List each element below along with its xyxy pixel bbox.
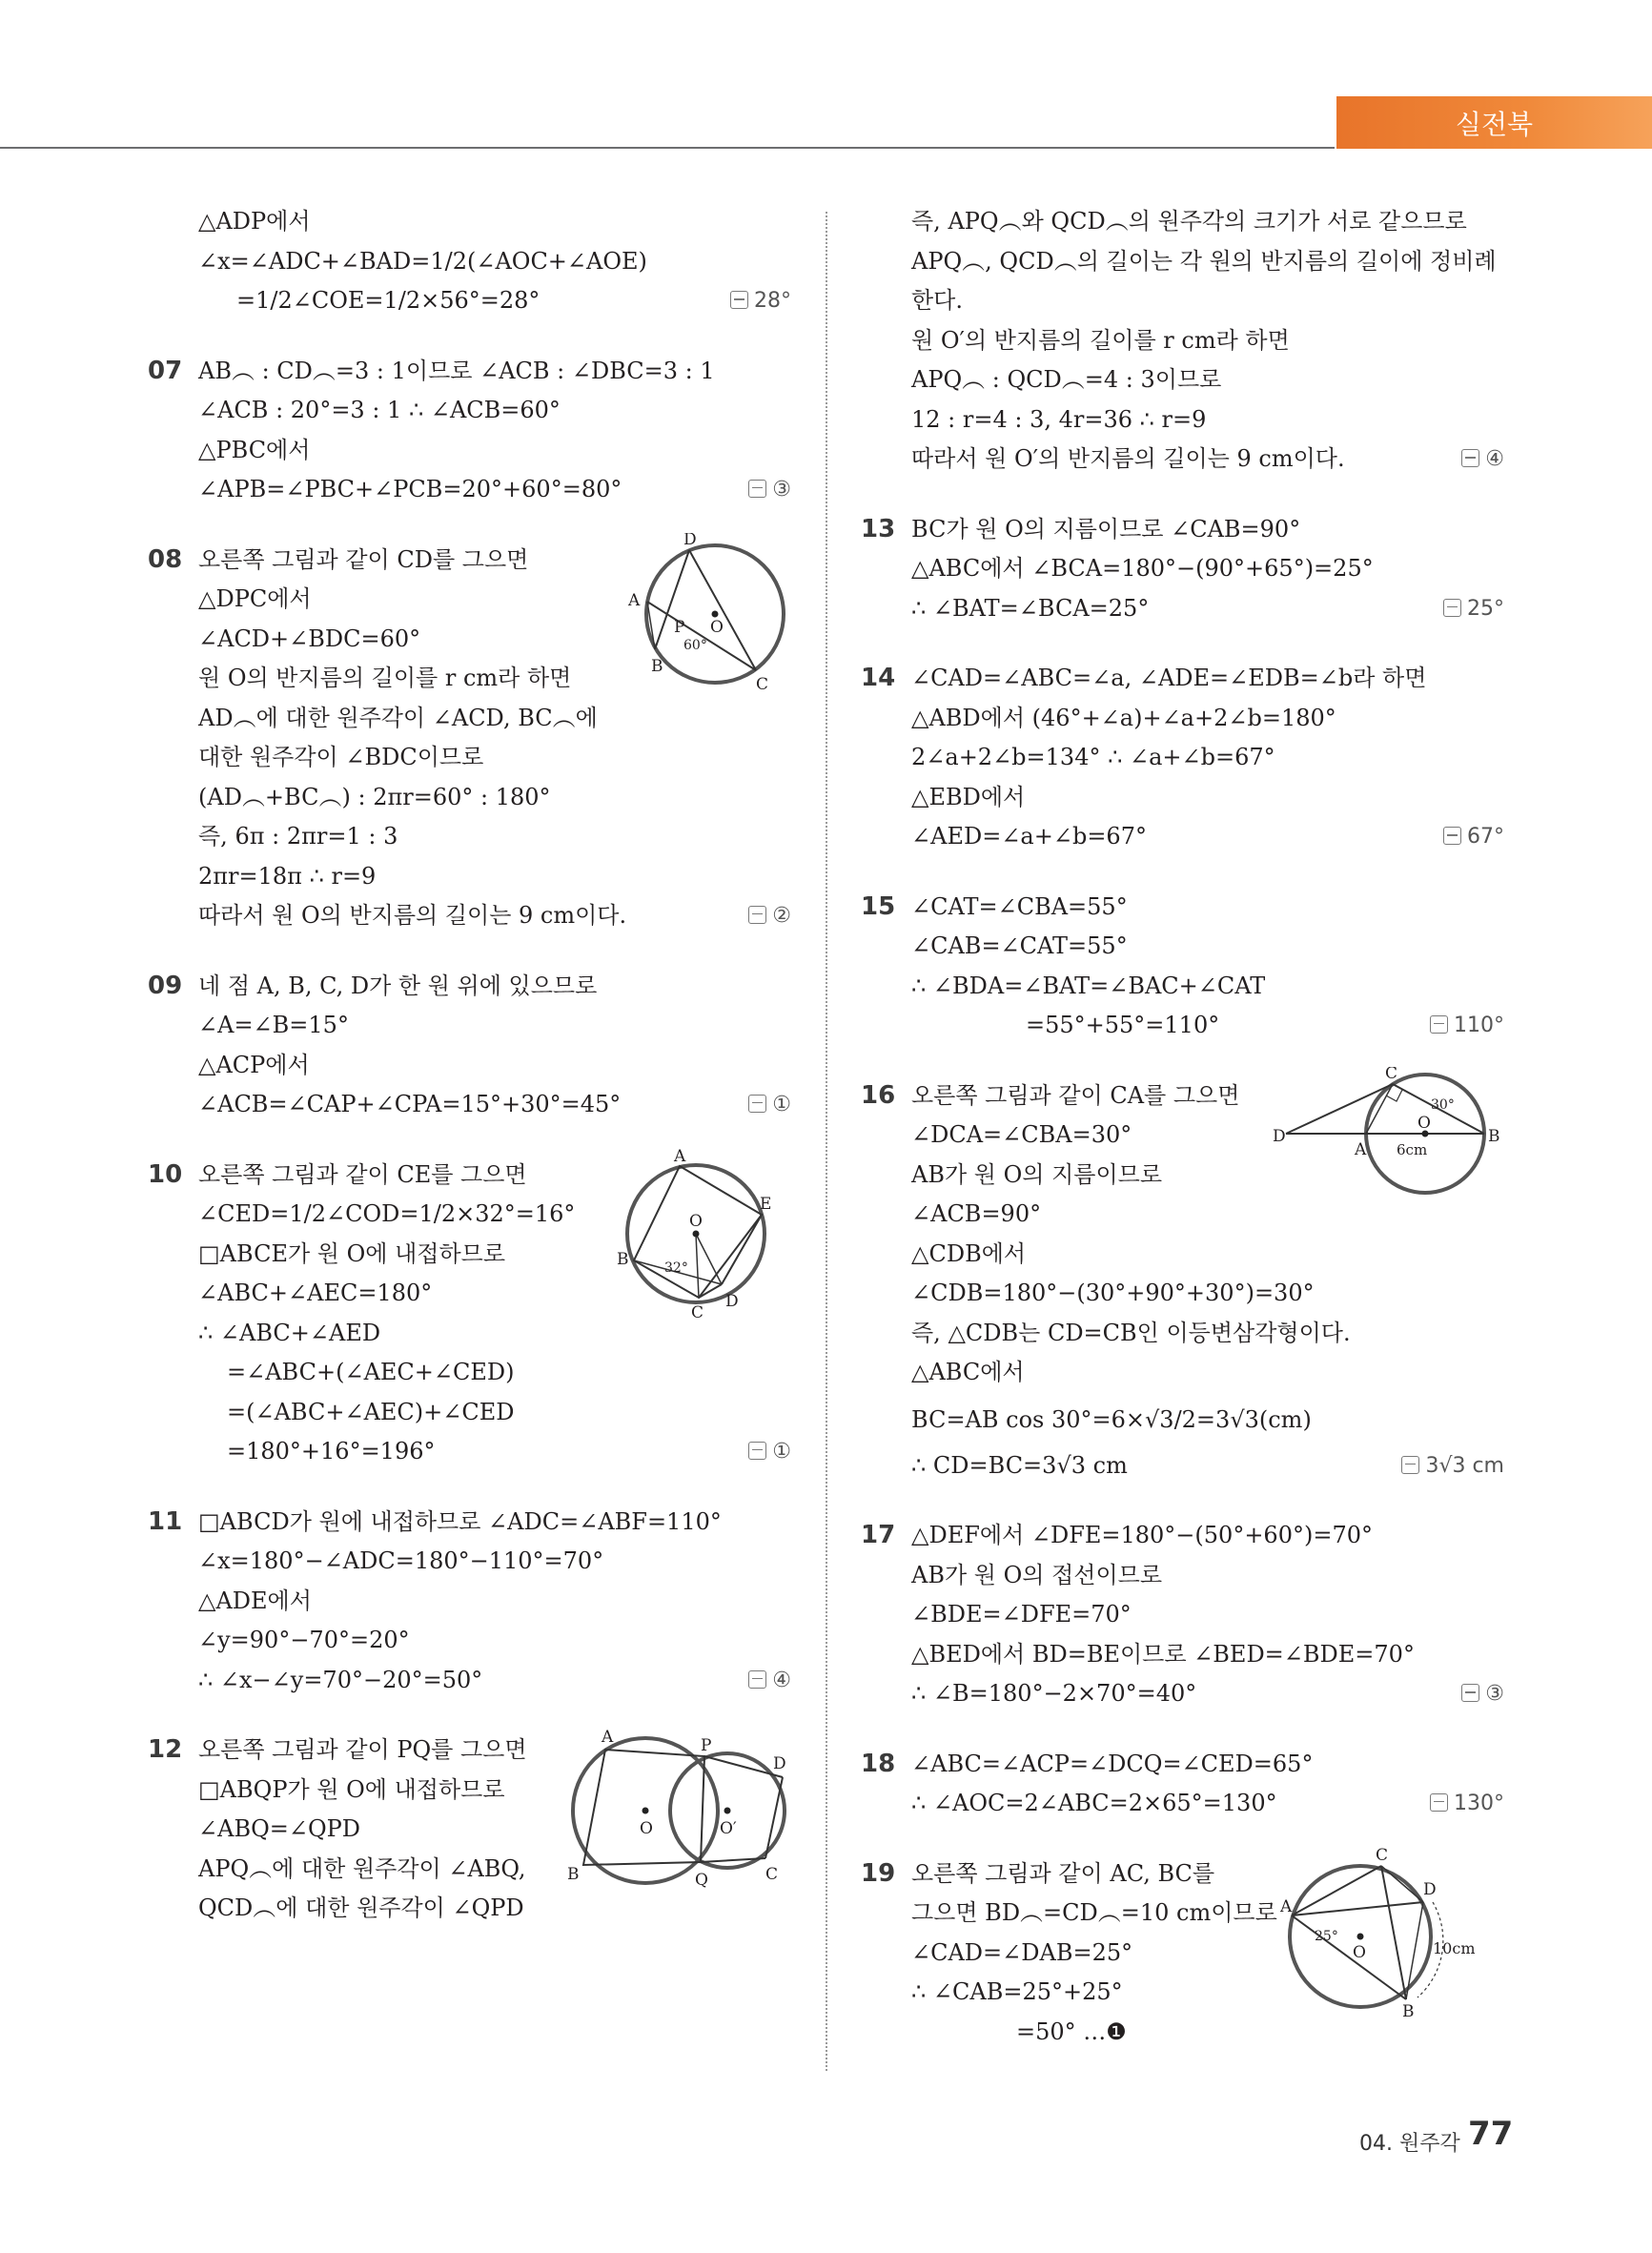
answer-badge: 67°: [1443, 817, 1504, 857]
solution-line: APQ︵, QCD︵의 길이는 각 원의 반지름의 길이에 정비례: [911, 247, 1497, 275]
label-angle: 25°: [1315, 1928, 1338, 1944]
problem-number: 15: [861, 891, 896, 921]
solution-line: (AD︵+BC︵) : 2πr=60° : 180°: [198, 783, 551, 810]
answer-badge: 110°: [1430, 1006, 1504, 1046]
solution-line: 따라서 원 O′의 반지름의 길이는 9 cm이다.: [911, 445, 1345, 472]
label-c: C: [1385, 1066, 1398, 1083]
answer-badge: ④: [748, 1661, 791, 1701]
label-length: 10cm: [1433, 1938, 1476, 1957]
solution-line: ∠CED=1/2∠COD=1/2×32°=16°: [198, 1200, 576, 1227]
problem-number: 08: [148, 544, 183, 574]
label-b: B: [651, 656, 663, 676]
solution-line: =55°+55°=110°: [1026, 1012, 1220, 1038]
solution-line: □ABQP가 원 O에 내접하므로: [198, 1775, 505, 1803]
answer-badge: ③: [1461, 1674, 1504, 1714]
solution-line: ∠ABC+∠AEC=180°: [198, 1280, 433, 1306]
solution-line: ∠CAT=∠CBA=55°: [911, 892, 1128, 920]
left-column: [148, 202, 791, 1959]
solution-line: QCD︵에 대한 원주각이 ∠QPD: [198, 1895, 524, 1921]
label-a: A: [1355, 1139, 1367, 1159]
solution-line: =(∠ABC+∠AEC)+∠CED: [227, 1398, 515, 1425]
solution-line: △DPC에서: [198, 585, 312, 612]
problem-12-continued: [861, 202, 1504, 480]
label-b: B: [617, 1249, 629, 1269]
header-rule: [0, 147, 1335, 149]
label-o-prime: O′: [720, 1819, 737, 1838]
answer-icon: [1461, 1684, 1479, 1702]
solution-line: 12 : r=4 : 3, 4r=36 ∴ r=9: [911, 405, 1207, 433]
answer-icon: [1401, 1456, 1419, 1474]
solution-line: ∠A=∠B=15°: [198, 1012, 349, 1038]
solution-line: AB가 원 O의 접선이므로: [911, 1561, 1163, 1588]
problem-14: [861, 659, 1504, 857]
label-d: D: [773, 1754, 786, 1773]
answer-icon: [730, 291, 748, 309]
solution-line: △ABC에서: [911, 1359, 1025, 1385]
solution-line: 한다.: [911, 287, 963, 314]
solution-line: ∠AED=∠a+∠b=67°: [911, 823, 1147, 850]
answer-icon: [748, 1670, 766, 1689]
column-divider: [826, 212, 827, 2071]
solution-line: ∠CAD=∠DAB=25°: [911, 1938, 1133, 1966]
answer-icon: [1430, 1015, 1448, 1034]
solution-line: 원 O′의 반지름의 길이를 r cm라 하면: [911, 326, 1290, 354]
label-a: A: [1280, 1896, 1293, 1916]
label-d: D: [1423, 1879, 1437, 1899]
label-o: O: [710, 617, 724, 637]
answer-badge: 130°: [1430, 1784, 1504, 1824]
solution-line: ∠ABQ=∠QPD: [198, 1815, 361, 1842]
problem-number: 13: [861, 514, 896, 543]
solution-line: 네 점 A, B, C, D가 한 원 위에 있으므로: [198, 972, 598, 999]
label-b: B: [1402, 2001, 1415, 2018]
problem-16: [861, 1066, 1504, 1486]
answer-badge: 28°: [730, 281, 791, 321]
label-c: C: [691, 1302, 704, 1322]
answer-icon: [1443, 599, 1461, 617]
solution-line: BC가 원 O의 지름이므로 ∠CAB=90°: [911, 515, 1301, 543]
solution-line: ∠ACB : 20°=3 : 1 ∴ ∠ACB=60°: [198, 397, 561, 423]
solution-line: ∠ABC=∠ACP=∠DCQ=∠CED=65°: [911, 1750, 1314, 1777]
problem-08: [148, 532, 791, 936]
solution-line: =1/2∠COE=1/2×56°=28°: [236, 287, 540, 314]
problem-11: [148, 1503, 791, 1701]
solution-line: 즉, △CDB는 CD=CB인 이등변삼각형이다.: [911, 1319, 1351, 1346]
label-c: C: [765, 1865, 779, 1884]
answer-badge: 25°: [1443, 589, 1504, 629]
solution-line: ∴ ∠BAT=∠BCA=25°: [911, 594, 1150, 622]
label-a: A: [674, 1146, 686, 1166]
label-o: O: [1353, 1942, 1366, 1962]
problem-number: 16: [861, 1080, 896, 1110]
problem-13: [861, 510, 1504, 629]
label-d: D: [725, 1291, 739, 1311]
solution-line: AD︵에 대한 원주각이 ∠ACD, BC︵에: [198, 704, 598, 731]
solution-line: AB︵ : CD︵=3 : 1이므로 ∠ACB : ∠DBC=3 : 1: [198, 357, 715, 384]
label-length: 6cm: [1397, 1140, 1428, 1158]
solution-line: 오른쪽 그림과 같이 CD를 그으면: [198, 545, 529, 573]
solution-line: 2πr=18π ∴ r=9: [198, 862, 377, 890]
solution-line: ∠x=180°−∠ADC=180°−110°=70°: [198, 1547, 604, 1574]
problem-18: [861, 1745, 1504, 1824]
answer-badge: ②: [748, 896, 791, 936]
problem-number: 12: [148, 1735, 183, 1764]
solution-line: ∠APB=∠PBC+∠PCB=20°+60°=80°: [198, 476, 622, 502]
answer-badge: ①: [748, 1432, 791, 1472]
answer-badge: ④: [1461, 440, 1504, 480]
answer-icon: [1430, 1793, 1448, 1812]
label-b: B: [1488, 1126, 1500, 1146]
solution-line: 그으면 BD︵=CD︵=10 cm이므로: [911, 1899, 1277, 1926]
problem-number: 19: [861, 1858, 896, 1888]
problem-15: [861, 888, 1504, 1046]
label-c: C: [756, 674, 769, 694]
figure-10: [615, 1146, 777, 1322]
problem-12: [148, 1728, 791, 1929]
solution-line: △PBC에서: [198, 436, 311, 463]
figure-12: [567, 1727, 796, 1889]
footer-chapter: 04. 원주각: [1359, 2132, 1460, 2156]
solution-line: APQ︵에 대한 원주각이 ∠ABQ,: [198, 1854, 526, 1882]
solution-line: 즉, APQ︵와 QCD︵의 원주각의 크기가 서로 같으므로: [911, 208, 1467, 235]
solution-line: 대한 원주각이 ∠BDC이므로: [198, 744, 484, 770]
label-angle: 60°: [683, 637, 707, 653]
problem-09: [148, 967, 791, 1125]
problem-number: 09: [148, 971, 183, 1000]
problem-10: [148, 1146, 791, 1472]
solution-line: ∴ CD=BC=3√3 cm: [911, 1451, 1128, 1479]
problem-number: 17: [861, 1521, 896, 1549]
label-o: O: [640, 1819, 653, 1838]
label-c: C: [1376, 1846, 1389, 1865]
solution-line: ∠CAB=∠CAT=55°: [911, 932, 1128, 959]
solution-line: ∠BDE=∠DFE=70°: [911, 1601, 1132, 1628]
problem-number: 10: [148, 1159, 183, 1189]
problem-07: [148, 352, 791, 510]
section-tab: 실전북: [1336, 96, 1652, 149]
page-number: 77: [1468, 2115, 1514, 2153]
label-d: D: [683, 532, 697, 549]
label-o: O: [689, 1211, 703, 1231]
solution-line: ∴ ∠B=180°−2×70°=40°: [911, 1680, 1197, 1707]
solution-line: □ABCD가 원에 내접하므로 ∠ADC=∠ABF=110°: [198, 1507, 722, 1535]
label-p: P: [674, 617, 685, 637]
solution-line: ∠CDB=180°−(30°+90°+30°)=30°: [911, 1280, 1315, 1306]
answer-badge: ①: [748, 1085, 791, 1125]
solution-line: ∴ ∠BDA=∠BAT=∠BAC+∠CAT: [911, 972, 1266, 999]
answer-icon: [748, 906, 766, 924]
solution-line: 오른쪽 그림과 같이 CA를 그으면: [911, 1081, 1240, 1109]
label-e: E: [760, 1194, 772, 1214]
solution-line: ∴ ∠x−∠y=70°−20°=50°: [198, 1666, 483, 1693]
answer-icon: [748, 480, 766, 498]
label-o: O: [1417, 1113, 1431, 1133]
solution-line: 원 O의 반지름의 길이를 r cm라 하면: [198, 665, 572, 691]
label-q: Q: [695, 1871, 708, 1889]
solution-line: =∠ABC+(∠AEC+∠CED): [227, 1359, 515, 1385]
problem-number: 18: [861, 1749, 896, 1778]
solution-line: △DEF에서 ∠DFE=180°−(50°+60°)=70°: [911, 1522, 1373, 1548]
solution-line: ∴ ∠AOC=2∠ABC=2×65°=130°: [911, 1790, 1277, 1816]
solution-line: 따라서 원 O의 반지름의 길이는 9 cm이다.: [198, 902, 627, 929]
solution-line: 오른쪽 그림과 같이 PQ를 그으면: [198, 1736, 527, 1763]
label-b: B: [567, 1865, 580, 1884]
answer-badge: ③: [748, 470, 791, 510]
problem-19: [861, 1846, 1504, 2053]
label-angle: 32°: [664, 1260, 688, 1276]
solution-line: 2∠a+2∠b=134° ∴ ∠a+∠b=67°: [911, 744, 1275, 770]
solution-line: △ACP에서: [198, 1051, 310, 1078]
figure-16: [1273, 1067, 1511, 1210]
solution-line: ∠DCA=∠CBA=30°: [911, 1121, 1132, 1148]
solution-line: ∠ACD+∠BDC=60°: [198, 625, 421, 652]
label-a: A: [628, 590, 641, 610]
solution-line: □ABCE가 원 O에 내접하므로: [198, 1239, 506, 1267]
answer-icon: [748, 1442, 766, 1460]
solution-line: ∴ ∠CAB=25°+25°: [911, 1978, 1123, 2005]
answer-badge: 3√3 cm: [1401, 1446, 1504, 1486]
solution-line: =180°+16°=196°: [227, 1438, 436, 1464]
solution-line: ∠ACB=90°: [911, 1200, 1042, 1227]
answer-icon: [748, 1095, 766, 1113]
solution-line: AB가 원 O의 지름이므로: [911, 1160, 1163, 1188]
solution-line: △ADE에서: [198, 1587, 312, 1614]
answer-icon: [1461, 449, 1479, 467]
solution-line: △ADP에서: [198, 208, 311, 235]
solution-line: ∠ACB=∠CAP+∠CPA=15°+30°=45°: [198, 1091, 622, 1117]
answer-icon: [1443, 827, 1461, 845]
solution-line: BC=AB cos 30°=6×√3/2=3√3(cm): [911, 1405, 1312, 1433]
label-a: A: [602, 1728, 614, 1747]
problem-17: [861, 1516, 1504, 1714]
solution-line: ∠y=90°−70°=20°: [198, 1627, 410, 1653]
problem-06-continued: [148, 202, 791, 321]
solution-line: APQ︵ : QCD︵=4 : 3이므로: [911, 366, 1222, 393]
figure-08: [624, 533, 796, 700]
solution-line: ∠x=∠ADC+∠BAD=1/2(∠AOC+∠AOE): [198, 247, 647, 275]
solution-line: ∴ ∠ABC+∠AED: [198, 1319, 381, 1346]
solution-line: =50° …❶: [1016, 2017, 1127, 2045]
solution-line: 오른쪽 그림과 같이 AC, BC를: [911, 1859, 1215, 1887]
solution-line: ∠CAD=∠ABC=∠a, ∠ADE=∠EDB=∠b라 하면: [911, 665, 1427, 691]
label-angle: 30°: [1431, 1096, 1455, 1113]
problem-number: 07: [148, 356, 183, 385]
label-p: P: [701, 1736, 712, 1755]
figure-19: [1280, 1847, 1490, 2018]
solution-line: △ABC에서 ∠BCA=180°−(90°+65°)=25°: [911, 555, 1374, 582]
solution-line: △EBD에서: [911, 783, 1026, 810]
solution-line: 즉, 6π : 2πr=1 : 3: [198, 823, 398, 850]
right-column: [861, 202, 1504, 2082]
solution-line: △ABD에서 (46°+∠a)+∠a+2∠b=180°: [911, 704, 1336, 731]
problem-number: 11: [148, 1506, 183, 1536]
label-d: D: [1273, 1126, 1286, 1146]
solution-line: 오른쪽 그림과 같이 CE를 그으면: [198, 1160, 527, 1188]
problem-number: 14: [861, 664, 896, 692]
solution-line: △CDB에서: [911, 1239, 1027, 1267]
solution-line: △BED에서 BD=BE이므로 ∠BED=∠BDE=70°: [911, 1640, 1415, 1668]
